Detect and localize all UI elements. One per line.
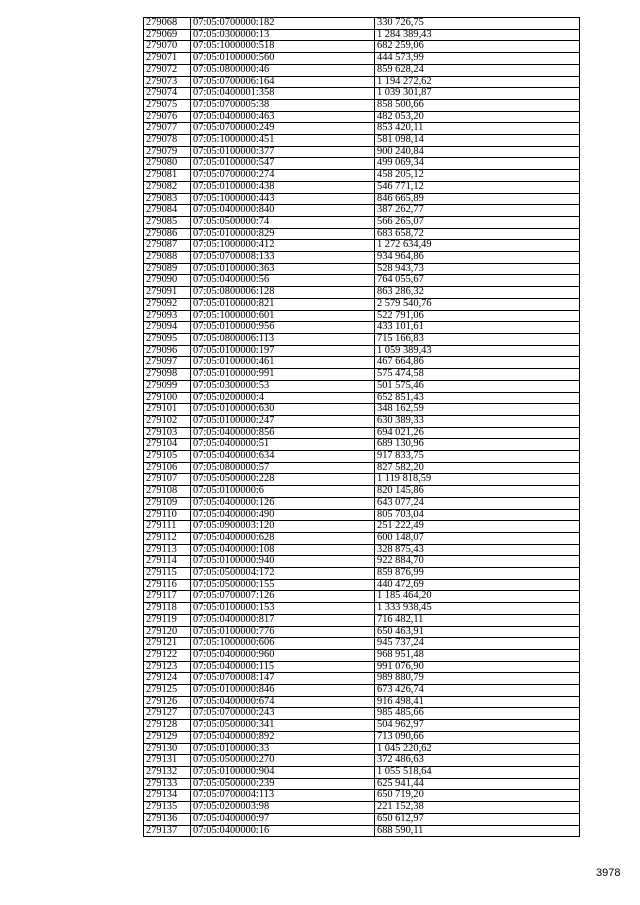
table-row (144, 720, 580, 732)
value-cell: 522 791,06 (375, 310, 580, 322)
table-row (144, 181, 580, 193)
table-row (144, 228, 580, 240)
row-number-cell: 279083 (144, 193, 191, 205)
row-number-cell: 279082 (144, 181, 191, 193)
cadastral-number-cell: 07:05:1000000:412 (191, 240, 375, 252)
row-number-cell: 279110 (144, 509, 191, 521)
table-row (144, 111, 580, 123)
row-number-cell: 279097 (144, 357, 191, 369)
value-cell: 916 498,41 (375, 696, 580, 708)
value-cell: 482 053,20 (375, 111, 580, 123)
value-cell: 853 420,11 (375, 123, 580, 135)
cadastral-number-cell: 07:05:0400001:358 (191, 88, 375, 100)
cadastral-number-cell: 07:05:0400000:56 (191, 275, 375, 287)
table-row (144, 99, 580, 111)
row-number-cell: 279129 (144, 731, 191, 743)
cadastral-number-cell: 07:05:0400000:16 (191, 825, 375, 837)
row-number-cell: 279114 (144, 556, 191, 568)
table-row (144, 462, 580, 474)
cadastral-number-cell: 07:05:0400000:97 (191, 813, 375, 825)
value-cell: 501 575,46 (375, 380, 580, 392)
cadastral-number-cell: 07:05:0700006:164 (191, 76, 375, 88)
value-cell: 1 039 301,87 (375, 88, 580, 100)
row-number-cell: 279073 (144, 76, 191, 88)
cadastral-number-cell: 07:05:0100000:461 (191, 357, 375, 369)
cadastral-number-cell: 07:05:0300000:53 (191, 380, 375, 392)
table-row (144, 275, 580, 287)
table-row (144, 380, 580, 392)
table-row (144, 41, 580, 53)
cadastral-number-cell: 07:05:1000000:443 (191, 193, 375, 205)
value-cell: 1 194 272,62 (375, 76, 580, 88)
row-number-cell: 279086 (144, 228, 191, 240)
row-number-cell: 279108 (144, 486, 191, 498)
row-number-cell: 279070 (144, 41, 191, 53)
value-cell: 251 222,49 (375, 521, 580, 533)
cadastral-number-cell: 07:05:0400000:51 (191, 439, 375, 451)
value-cell: 968 951,48 (375, 649, 580, 661)
table-row (144, 263, 580, 275)
cadastral-number-cell: 07:05:0500000:341 (191, 720, 375, 732)
cadastral-number-cell: 07:05:0500000:74 (191, 216, 375, 228)
cadastral-number-cell: 07:05:0400000:892 (191, 731, 375, 743)
table-row (144, 193, 580, 205)
row-number-cell: 279113 (144, 544, 191, 556)
value-cell: 945 737,24 (375, 638, 580, 650)
table-row (144, 591, 580, 603)
value-cell: 1 059 389,43 (375, 345, 580, 357)
value-cell: 985 485,66 (375, 708, 580, 720)
row-number-cell: 279091 (144, 287, 191, 299)
table-row (144, 310, 580, 322)
cadastral-number-cell: 07:05:0800006:128 (191, 287, 375, 299)
cadastral-number-cell: 07:05:0100000:547 (191, 158, 375, 170)
row-number-cell: 279112 (144, 532, 191, 544)
cadastral-number-cell: 07:05:0500000:270 (191, 755, 375, 767)
row-number-cell: 279107 (144, 474, 191, 486)
cadastral-number-cell: 07:05:0400000:856 (191, 427, 375, 439)
value-cell: 433 101,61 (375, 322, 580, 334)
table-row (144, 123, 580, 135)
cadastral-number-cell: 07:05:1000000:451 (191, 135, 375, 147)
row-number-cell: 279132 (144, 767, 191, 779)
row-number-cell: 279088 (144, 252, 191, 264)
value-cell: 504 962,97 (375, 720, 580, 732)
row-number-cell: 279120 (144, 626, 191, 638)
table-row (144, 64, 580, 76)
table-row (144, 170, 580, 182)
table-row (144, 708, 580, 720)
row-number-cell: 279069 (144, 29, 191, 41)
table-row (144, 731, 580, 743)
value-cell: 1 333 938,45 (375, 603, 580, 615)
table-row (144, 614, 580, 626)
cadastral-number-cell: 07:05:0700000:243 (191, 708, 375, 720)
value-cell: 688 590,11 (375, 825, 580, 837)
value-cell: 846 665,89 (375, 193, 580, 205)
cadastral-number-cell: 07:05:0700008:147 (191, 673, 375, 685)
cadastral-number-cell: 07:05:0100000:956 (191, 322, 375, 334)
cadastral-number-cell: 07:05:1000000:518 (191, 41, 375, 53)
value-cell: 934 964,86 (375, 252, 580, 264)
value-cell: 444 573,99 (375, 53, 580, 65)
cadastral-number-cell: 07:05:0400000:126 (191, 497, 375, 509)
row-number-cell: 279075 (144, 99, 191, 111)
row-number-cell: 279127 (144, 708, 191, 720)
row-number-cell: 279071 (144, 53, 191, 65)
table-row (144, 76, 580, 88)
value-cell: 863 286,32 (375, 287, 580, 299)
row-number-cell: 279135 (144, 802, 191, 814)
table-row (144, 813, 580, 825)
row-number-cell: 279074 (144, 88, 191, 100)
table-row (144, 357, 580, 369)
table-row (144, 146, 580, 158)
row-number-cell: 279095 (144, 333, 191, 345)
value-cell: 683 658,72 (375, 228, 580, 240)
cadastral-number-cell: 07:05:0400000:463 (191, 111, 375, 123)
cadastral-number-cell: 07:05:0100000:829 (191, 228, 375, 240)
table-row (144, 544, 580, 556)
table-body (144, 18, 580, 837)
table-row (144, 626, 580, 638)
row-number-cell: 279118 (144, 603, 191, 615)
row-number-cell: 279104 (144, 439, 191, 451)
value-cell: 348 162,59 (375, 404, 580, 416)
cadastral-number-cell: 07:05:0100000:197 (191, 345, 375, 357)
data-table (143, 17, 580, 837)
row-number-cell: 279080 (144, 158, 191, 170)
value-cell: 328 875,43 (375, 544, 580, 556)
row-number-cell: 279078 (144, 135, 191, 147)
value-cell: 820 145,86 (375, 486, 580, 498)
value-cell: 694 021,26 (375, 427, 580, 439)
cadastral-number-cell: 07:05:0400000:108 (191, 544, 375, 556)
row-number-cell: 279101 (144, 404, 191, 416)
table-row (144, 18, 580, 30)
table-row (144, 392, 580, 404)
cadastral-number-cell: 07:05:0900003:120 (191, 521, 375, 533)
value-cell: 575 474,58 (375, 369, 580, 381)
value-cell: 630 389,33 (375, 415, 580, 427)
cadastral-number-cell: 07:05:0100000:991 (191, 369, 375, 381)
row-number-cell: 279122 (144, 649, 191, 661)
value-cell: 1 119 818,59 (375, 474, 580, 486)
value-cell: 440 472,69 (375, 579, 580, 591)
cadastral-number-cell: 07:05:0400000:817 (191, 614, 375, 626)
value-cell: 716 482,11 (375, 614, 580, 626)
table-row (144, 404, 580, 416)
table-row (144, 135, 580, 147)
value-cell: 859 628,24 (375, 64, 580, 76)
row-number-cell: 279093 (144, 310, 191, 322)
row-number-cell: 279109 (144, 497, 191, 509)
row-number-cell: 279130 (144, 743, 191, 755)
table-row (144, 322, 580, 334)
cadastral-number-cell: 07:05:1000000:601 (191, 310, 375, 322)
row-number-cell: 279077 (144, 123, 191, 135)
cadastral-number-cell: 07:05:0400000:490 (191, 509, 375, 521)
value-cell: 689 130,96 (375, 439, 580, 451)
value-cell: 330 726,75 (375, 18, 580, 30)
cadastral-number-cell: 07:05:0500000:228 (191, 474, 375, 486)
row-number-cell: 279126 (144, 696, 191, 708)
table-row (144, 486, 580, 498)
cadastral-number-cell: 07:05:0700008:133 (191, 252, 375, 264)
row-number-cell: 279121 (144, 638, 191, 650)
value-cell: 387 262,77 (375, 205, 580, 217)
value-cell: 1 272 634,49 (375, 240, 580, 252)
row-number-cell: 279092 (144, 298, 191, 310)
table-row (144, 603, 580, 615)
row-number-cell: 279137 (144, 825, 191, 837)
value-cell: 900 240,84 (375, 146, 580, 158)
value-cell: 581 098,14 (375, 135, 580, 147)
cadastral-number-cell: 07:05:0500000:239 (191, 778, 375, 790)
table-row (144, 696, 580, 708)
cadastral-number-cell: 07:05:0700005:38 (191, 99, 375, 111)
table-row (144, 298, 580, 310)
cadastral-number-cell: 07:05:0400000:628 (191, 532, 375, 544)
table-row (144, 649, 580, 661)
cadastral-number-cell: 07:05:0100000:846 (191, 685, 375, 697)
row-number-cell: 279128 (144, 720, 191, 732)
cadastral-number-cell: 07:05:0400000:840 (191, 205, 375, 217)
row-number-cell: 279102 (144, 415, 191, 427)
cadastral-number-cell: 07:05:0700000:182 (191, 18, 375, 30)
row-number-cell: 279111 (144, 521, 191, 533)
table-row (144, 767, 580, 779)
cadastral-number-cell: 07:05:0100000:247 (191, 415, 375, 427)
row-number-cell: 279090 (144, 275, 191, 287)
value-cell: 1 284 389,43 (375, 29, 580, 41)
cadastral-number-cell: 07:05:0100000:153 (191, 603, 375, 615)
row-number-cell: 279116 (144, 579, 191, 591)
row-number-cell: 279105 (144, 451, 191, 463)
value-cell: 859 876,99 (375, 568, 580, 580)
cadastral-number-cell: 07:05:1000000:606 (191, 638, 375, 650)
value-cell: 1 185 464,20 (375, 591, 580, 603)
row-number-cell: 279096 (144, 345, 191, 357)
table-row (144, 790, 580, 802)
value-cell: 650 719,20 (375, 790, 580, 802)
table-row (144, 88, 580, 100)
cadastral-number-cell: 07:05:0700000:274 (191, 170, 375, 182)
cadastral-number-cell: 07:05:0800000:46 (191, 64, 375, 76)
table-row (144, 345, 580, 357)
table-row (144, 685, 580, 697)
table-row (144, 451, 580, 463)
cadastral-number-cell: 07:05:0200000:4 (191, 392, 375, 404)
cadastral-number-cell: 07:05:0100000:904 (191, 767, 375, 779)
table-row (144, 415, 580, 427)
page-number: 3978 (596, 867, 621, 879)
row-number-cell: 279131 (144, 755, 191, 767)
cadastral-number-cell: 07:05:0700007:126 (191, 591, 375, 603)
table-row (144, 158, 580, 170)
row-number-cell: 279099 (144, 380, 191, 392)
row-number-cell: 279115 (144, 568, 191, 580)
row-number-cell: 279123 (144, 661, 191, 673)
cadastral-number-cell: 07:05:0100000:776 (191, 626, 375, 638)
cadastral-number-cell: 07:05:0800006:113 (191, 333, 375, 345)
table-row (144, 53, 580, 65)
cadastral-number-cell: 07:05:0100000:560 (191, 53, 375, 65)
row-number-cell: 279124 (144, 673, 191, 685)
table-row (144, 532, 580, 544)
value-cell: 528 943,73 (375, 263, 580, 275)
value-cell: 650 463,91 (375, 626, 580, 638)
cadastral-number-cell: 07:05:0100000:363 (191, 263, 375, 275)
table-row (144, 778, 580, 790)
value-cell: 652 851,43 (375, 392, 580, 404)
row-number-cell: 279134 (144, 790, 191, 802)
value-cell: 991 076,90 (375, 661, 580, 673)
cadastral-number-cell: 07:05:0700004:113 (191, 790, 375, 802)
value-cell: 917 833,75 (375, 451, 580, 463)
cadastral-number-cell: 07:05:0300000:13 (191, 29, 375, 41)
cadastral-number-cell: 07:05:0700000:249 (191, 123, 375, 135)
cadastral-number-cell: 07:05:0100000:377 (191, 146, 375, 158)
table-row (144, 661, 580, 673)
cadastral-number-cell: 07:05:0100000:33 (191, 743, 375, 755)
row-number-cell: 279098 (144, 369, 191, 381)
table-row (144, 673, 580, 685)
table-row (144, 825, 580, 837)
table-row (144, 509, 580, 521)
table-row (144, 474, 580, 486)
value-cell: 682 259,06 (375, 41, 580, 53)
row-number-cell: 279094 (144, 322, 191, 334)
value-cell: 715 166,83 (375, 333, 580, 345)
row-number-cell: 279068 (144, 18, 191, 30)
cadastral-number-cell: 07:05:0800000:57 (191, 462, 375, 474)
row-number-cell: 279072 (144, 64, 191, 76)
row-number-cell: 279089 (144, 263, 191, 275)
cadastral-number-cell: 07:05:0500004:172 (191, 568, 375, 580)
row-number-cell: 279085 (144, 216, 191, 228)
row-number-cell: 279081 (144, 170, 191, 182)
row-number-cell: 279106 (144, 462, 191, 474)
value-cell: 372 486,63 (375, 755, 580, 767)
value-cell: 499 069,34 (375, 158, 580, 170)
value-cell: 764 055,67 (375, 275, 580, 287)
row-number-cell: 279133 (144, 778, 191, 790)
cadastral-number-cell: 07:05:0400000:634 (191, 451, 375, 463)
table-row (144, 252, 580, 264)
cadastral-number-cell: 07:05:0100000:630 (191, 404, 375, 416)
value-cell: 1 045 220,62 (375, 743, 580, 755)
value-cell: 805 703,04 (375, 509, 580, 521)
table-row (144, 802, 580, 814)
value-cell: 922 884,70 (375, 556, 580, 568)
table-row (144, 205, 580, 217)
value-cell: 546 771,12 (375, 181, 580, 193)
value-cell: 221 152,38 (375, 802, 580, 814)
table-row (144, 497, 580, 509)
row-number-cell: 279084 (144, 205, 191, 217)
row-number-cell: 279100 (144, 392, 191, 404)
table-row (144, 333, 580, 345)
row-number-cell: 279125 (144, 685, 191, 697)
cadastral-number-cell: 07:05:0500000:155 (191, 579, 375, 591)
table-row (144, 216, 580, 228)
value-cell: 989 880,79 (375, 673, 580, 685)
value-cell: 458 205,12 (375, 170, 580, 182)
value-cell: 673 426,74 (375, 685, 580, 697)
value-cell: 1 055 518,64 (375, 767, 580, 779)
value-cell: 713 090,66 (375, 731, 580, 743)
cadastral-number-cell: 07:05:0200003:98 (191, 802, 375, 814)
table-row (144, 579, 580, 591)
value-cell: 600 148,07 (375, 532, 580, 544)
value-cell: 643 077,24 (375, 497, 580, 509)
cadastral-number-cell: 07:05:0400000:115 (191, 661, 375, 673)
table-row (144, 287, 580, 299)
table-row (144, 369, 580, 381)
table-row (144, 755, 580, 767)
value-cell: 625 941,44 (375, 778, 580, 790)
value-cell: 858 500,66 (375, 99, 580, 111)
row-number-cell: 279117 (144, 591, 191, 603)
value-cell: 467 664,86 (375, 357, 580, 369)
row-number-cell: 279087 (144, 240, 191, 252)
cadastral-number-cell: 07:05:0100000:821 (191, 298, 375, 310)
row-number-cell: 279119 (144, 614, 191, 626)
row-number-cell: 279103 (144, 427, 191, 439)
table-row (144, 439, 580, 451)
cadastral-number-cell: 07:05:0100000:6 (191, 486, 375, 498)
table-row (144, 743, 580, 755)
cadastral-number-cell: 07:05:0100000:438 (191, 181, 375, 193)
value-cell: 2 579 540,76 (375, 298, 580, 310)
cadastral-number-cell: 07:05:0400000:674 (191, 696, 375, 708)
row-number-cell: 279076 (144, 111, 191, 123)
table-row (144, 556, 580, 568)
value-cell: 566 265,07 (375, 216, 580, 228)
row-number-cell: 279079 (144, 146, 191, 158)
table-row (144, 427, 580, 439)
row-number-cell: 279136 (144, 813, 191, 825)
table-row (144, 240, 580, 252)
table-row (144, 638, 580, 650)
table-row (144, 568, 580, 580)
table-row (144, 521, 580, 533)
cadastral-number-cell: 07:05:0400000:960 (191, 649, 375, 661)
value-cell: 827 582,20 (375, 462, 580, 474)
cadastral-number-cell: 07:05:0100000:940 (191, 556, 375, 568)
table-row (144, 29, 580, 41)
value-cell: 650 612,97 (375, 813, 580, 825)
